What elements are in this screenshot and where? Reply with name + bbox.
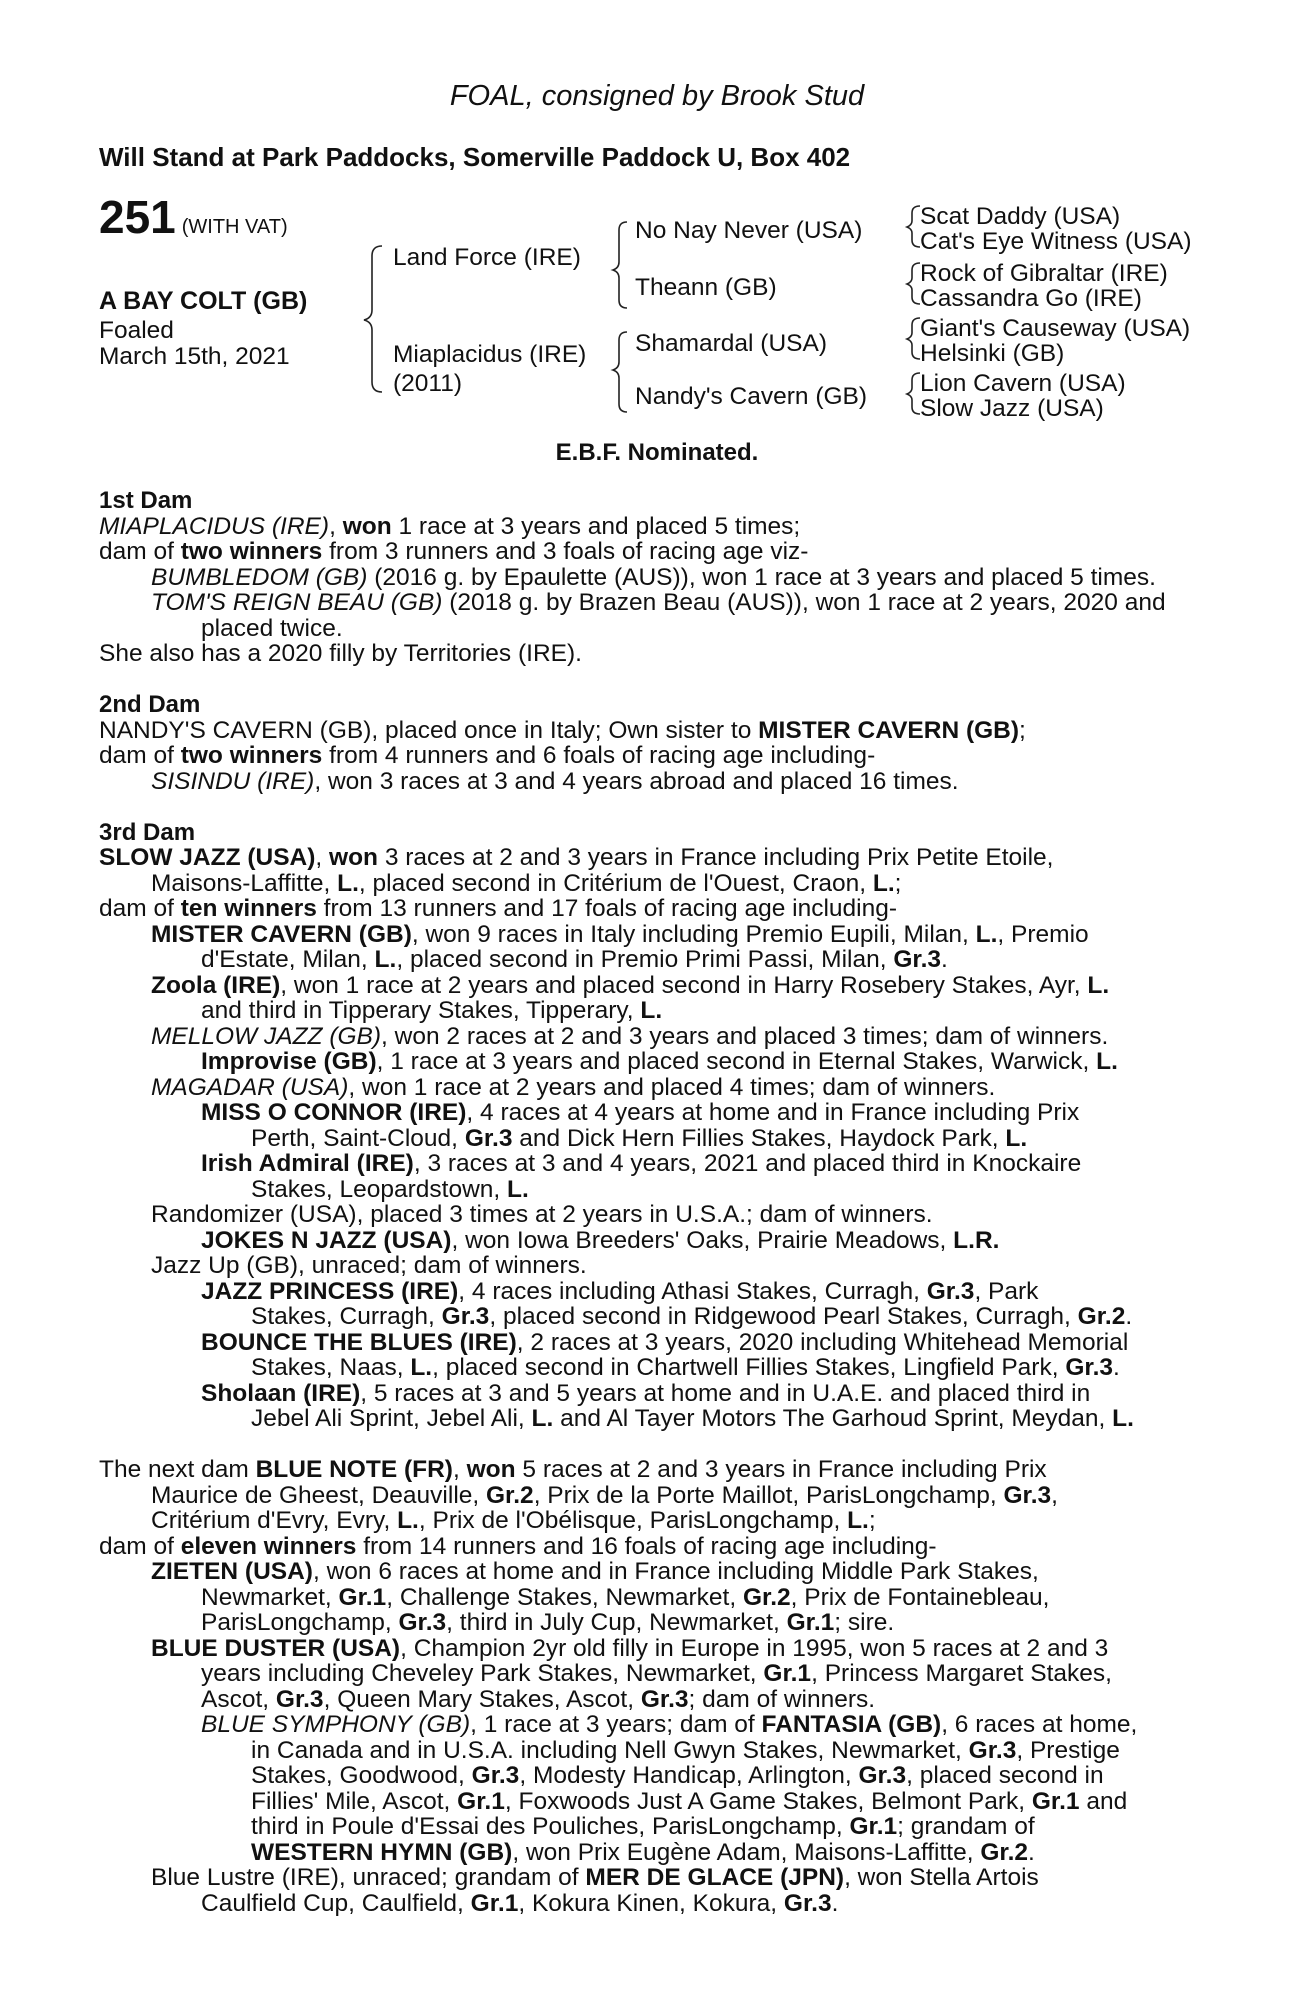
text-line: JOKES N JAZZ (USA), won Iowa Breeders' Oaks, Prairie Meadows, L.R. bbox=[201, 1226, 1000, 1254]
pedigree-sdd: Cassandra Go (IRE) bbox=[920, 285, 1142, 312]
text-line: Maurice de Gheest, Deauville, Gr.2, Prix de la Porte Maillot, ParisLongchamp, Gr.3, bbox=[151, 1481, 1058, 1509]
pedigree-sire-dam: Theann (GB) bbox=[635, 274, 777, 301]
text-line: Irish Admiral (IRE), 3 races at 3 and 4 years, 2021 and placed third in Knockaire bbox=[201, 1150, 1082, 1177]
vat-label: (WITH VAT) bbox=[181, 216, 288, 238]
text-line: Blue Lustre (IRE), unraced; grandam of MER DE GLACE (JPN), won Stella Artois bbox=[151, 1864, 1039, 1891]
text-line: Ascot, Gr.3, Queen Mary Stakes, Ascot, Gr.3; dam of winners. bbox=[201, 1685, 876, 1713]
text-line: years including Cheveley Park Stakes, Newmarket, Gr.1, Princess Margaret Stakes, bbox=[201, 1660, 1112, 1687]
text-line: NANDY'S CAVERN (GB), placed once in Italy; Own sister to MISTER CAVERN (GB); bbox=[99, 716, 1026, 744]
text-line: BLUE SYMPHONY (GB), 1 race at 3 years; dam of FANTASIA (GB), 6 races at home, bbox=[201, 1711, 1138, 1738]
text-line: BUMBLEDOM (GB) (2016 g. by Epaulette (AUS)), won 1 race at 3 years and placed 5 times. bbox=[151, 563, 1156, 591]
page-title: FOAL, consigned by Brook Stud bbox=[449, 80, 865, 112]
lot-number: 251 bbox=[99, 191, 176, 243]
text-line: TOM'S REIGN BEAU (GB) (2018 g. by Brazen Beau (AUS)), won 1 race at 2 years, 2020 and bbox=[151, 589, 1166, 616]
text-line: Caulfield Cup, Caulfield, Gr.1, Kokura Kinen, Kokura, Gr.3. bbox=[201, 1889, 839, 1917]
text-line: d'Estate, Milan, L., placed second in Premio Primi Passi, Milan, Gr.3. bbox=[201, 946, 948, 973]
pedigree-dam-sire: Shamardal (USA) bbox=[635, 330, 827, 357]
text-line: She also has a 2020 filly by Territories (IRE). bbox=[99, 640, 582, 667]
pedigree-ddd: Slow Jazz (USA) bbox=[920, 395, 1104, 422]
lot-name: A BAY COLT (GB) bbox=[99, 287, 308, 315]
text-line: Stakes, Naas, L., placed second in Chartwell Fillies Stakes, Lingfield Park, Gr.3. bbox=[251, 1354, 1120, 1381]
text-line: Randomizer (USA), placed 3 times at 2 years in U.S.A.; dam of winners. bbox=[151, 1201, 933, 1228]
text-line: Stakes, Goodwood, Gr.3, Modesty Handicap, Arlington, Gr.3, placed second in bbox=[251, 1762, 1104, 1789]
text-line: MISTER CAVERN (GB), won 9 races in Italy including Premio Eupili, Milan, L., Premio bbox=[151, 920, 1089, 948]
section-heading: 1st Dam bbox=[99, 487, 193, 514]
text-line: dam of two winners from 3 runners and 3 foals of racing age viz- bbox=[99, 538, 809, 565]
text-line: JAZZ PRINCESS (IRE), 4 races including Athasi Stakes, Curragh, Gr.3, Park bbox=[201, 1277, 1039, 1305]
pedigree-dsd: Helsinki (GB) bbox=[920, 340, 1065, 367]
text-line: SISINDU (IRE), won 3 races at 3 and 4 years abroad and placed 16 times. bbox=[151, 767, 959, 795]
text-line: and third in Tipperary Stakes, Tipperary, L. bbox=[201, 997, 663, 1024]
text-line: ParisLongchamp, Gr.3, third in July Cup, Newmarket, Gr.1; sire. bbox=[201, 1609, 895, 1636]
stand-location: Will Stand at Park Paddocks, Somerville Paddock U, Box 402 bbox=[99, 142, 851, 172]
pedigree-dam-year: (2011) bbox=[393, 370, 463, 397]
text-line: Jazz Up (GB), unraced; dam of winners. bbox=[151, 1252, 587, 1279]
pedigree-dam-dam: Nandy's Cavern (GB) bbox=[635, 383, 868, 410]
text-line: dam of ten winners from 13 runners and 17 foals of racing age including- bbox=[99, 895, 898, 922]
text-line: placed twice. bbox=[201, 614, 343, 642]
text-line: WESTERN HYMN (GB), won Prix Eugène Adam, Maisons-Laffitte, Gr.2. bbox=[251, 1838, 1035, 1866]
text-line: Jebel Ali Sprint, Jebel Ali, L. and Al Tayer Motors The Garhoud Sprint, Meydan, L. bbox=[251, 1405, 1134, 1432]
pedigree-sire-sire: No Nay Never (USA) bbox=[635, 217, 863, 244]
text-line: ZIETEN (USA), won 6 races at home and in France including Middle Park Stakes, bbox=[151, 1558, 1039, 1585]
ebf-nominated: E.B.F. Nominated. bbox=[555, 439, 759, 466]
text-line: The next dam BLUE NOTE (FR), won 5 races at 2 and 3 years in France including Prix bbox=[99, 1456, 1047, 1483]
section-heading: 3rd Dam bbox=[99, 818, 196, 846]
text-line: MELLOW JAZZ (GB), won 2 races at 2 and 3 years and placed 3 times; dam of winners. bbox=[151, 1022, 1109, 1050]
pedigree-dds: Lion Cavern (USA) bbox=[920, 370, 1126, 397]
text-line: dam of eleven winners from 14 runners and 16 foals of racing age including- bbox=[99, 1532, 937, 1560]
text-line: dam of two winners from 4 runners and 6 foals of racing age including- bbox=[99, 742, 876, 769]
text-line: SLOW JAZZ (USA), won 3 races at 2 and 3 years in France including Prix Petite Etoile, bbox=[99, 844, 1054, 871]
produce-record bbox=[99, 488, 1209, 1916]
lot-block bbox=[99, 191, 288, 243]
text-line: in Canada and in U.S.A. including Nell Gwyn Stakes, Newmarket, Gr.3, Prestige bbox=[251, 1736, 1120, 1764]
text-line: Stakes, Leopardstown, L. bbox=[251, 1175, 529, 1203]
text-line: Newmarket, Gr.1, Challenge Stakes, Newmarket, Gr.2, Prix de Fontainebleau, bbox=[201, 1583, 1050, 1611]
pedigree-ssd: Cat's Eye Witness (USA) bbox=[920, 228, 1192, 255]
text-line: Zoola (IRE), won 1 race at 2 years and placed second in Harry Rosebery Stakes, Ayr, L. bbox=[151, 971, 1110, 999]
text-line: Improvise (GB), 1 race at 3 years and placed second in Eternal Stakes, Warwick, L. bbox=[201, 1048, 1118, 1075]
pedigree-sss: Scat Daddy (USA) bbox=[920, 203, 1121, 230]
text-line: third in Poule d'Essai des Pouliches, ParisLongchamp, Gr.1; grandam of bbox=[251, 1813, 1035, 1840]
pedigree-sire: Land Force (IRE) bbox=[393, 244, 581, 271]
text-line: BOUNCE THE BLUES (IRE), 2 races at 3 years, 2020 including Whitehead Memorial bbox=[201, 1328, 1129, 1356]
section-heading: 2nd Dam bbox=[99, 691, 201, 718]
text-line: BLUE DUSTER (USA), Champion 2yr old filly in Europe in 1995, won 5 races at 2 and 3 bbox=[151, 1634, 1109, 1662]
pedigree-dam: Miaplacidus (IRE) bbox=[393, 341, 587, 368]
text-line: MAGADAR (USA), won 1 race at 2 years and placed 4 times; dam of winners. bbox=[151, 1073, 996, 1101]
foaled-date: March 15th, 2021 bbox=[99, 343, 290, 370]
text-line: Maisons-Laffitte, L., placed second in Critérium de l'Ouest, Craon, L.; bbox=[151, 869, 902, 897]
text-line: Fillies' Mile, Ascot, Gr.1, Foxwoods Just A Game Stakes, Belmont Park, Gr.1 and bbox=[251, 1787, 1128, 1815]
text-line: MIAPLACIDUS (IRE), won 1 race at 3 years and placed 5 times; bbox=[99, 512, 801, 540]
text-line: Perth, Saint-Cloud, Gr.3 and Dick Hern Fillies Stakes, Haydock Park, L. bbox=[251, 1124, 1028, 1152]
pedigree-dss: Giant's Causeway (USA) bbox=[920, 315, 1191, 342]
pedigree-sds: Rock of Gibraltar (IRE) bbox=[920, 260, 1168, 287]
text-line: Stakes, Curragh, Gr.3, placed second in Ridgewood Pearl Stakes, Curragh, Gr.2. bbox=[251, 1303, 1133, 1330]
foaled-label: Foaled bbox=[99, 317, 174, 344]
text-line: Sholaan (IRE), 5 races at 3 and 5 years at home and in U.A.E. and placed third in bbox=[201, 1379, 1091, 1407]
text-line: Critérium d'Evry, Evry, L., Prix de l'Obélisque, ParisLongchamp, L.; bbox=[151, 1507, 876, 1534]
text-line: MISS O CONNOR (IRE), 4 races at 4 years at home and in France including Prix bbox=[201, 1099, 1080, 1126]
